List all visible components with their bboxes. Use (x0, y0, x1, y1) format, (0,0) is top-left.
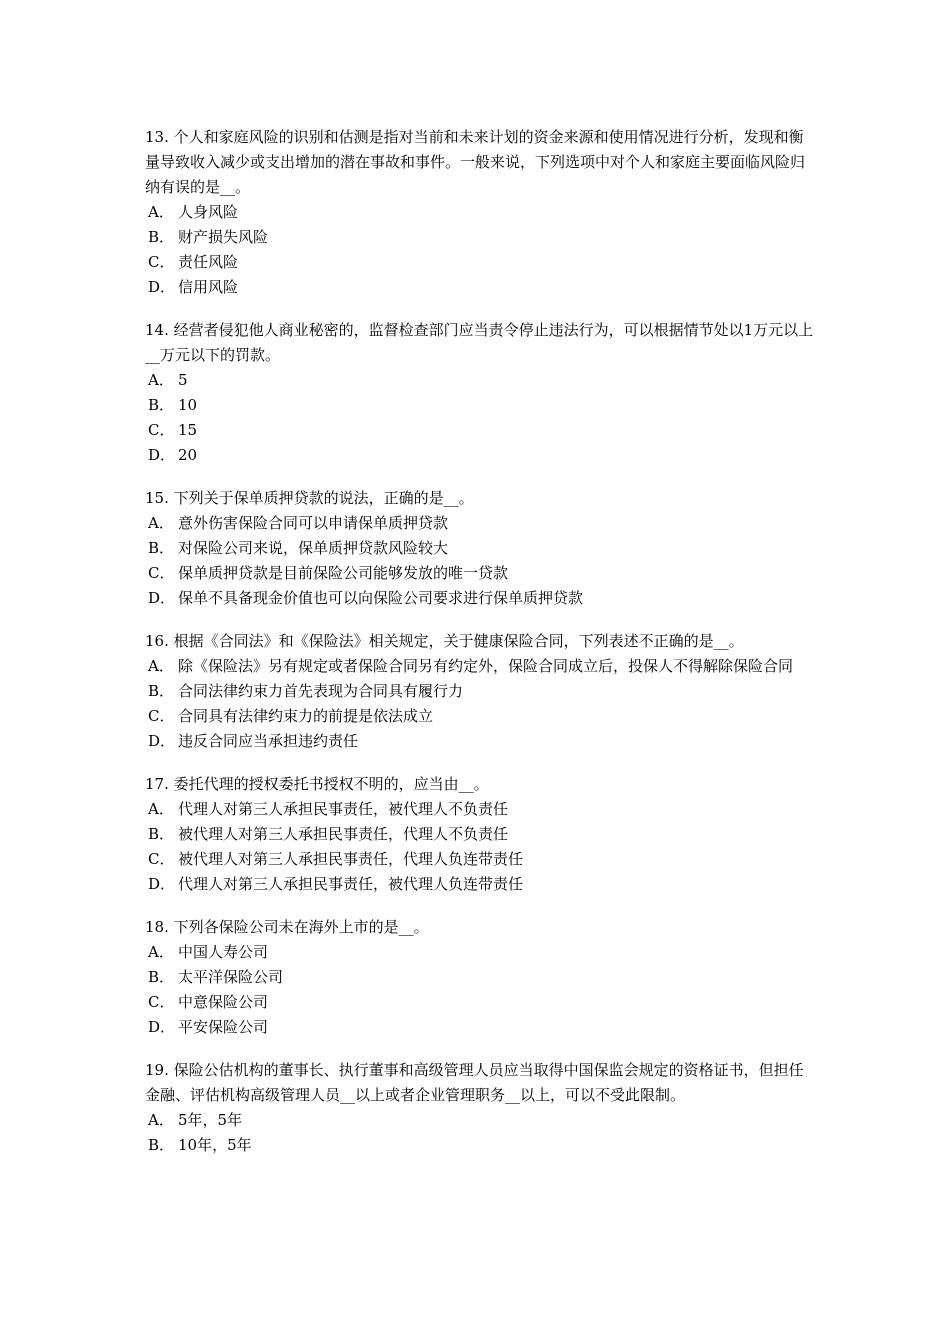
option-a (145, 797, 815, 822)
option-c (145, 418, 815, 443)
option-text: 合同法律约束力首先表现为合同具有履行力 (178, 682, 464, 700)
option-letter: A． (148, 800, 174, 818)
option-text: 违反合同应当承担违约责任 (178, 732, 359, 750)
option-text: 中国人寿公司 (178, 943, 269, 961)
option-letter: D． (148, 732, 176, 750)
option-text: 10 (178, 396, 198, 414)
option-text: 信用风险 (178, 278, 239, 296)
option-text: 责任风险 (178, 253, 239, 271)
question-19 (145, 1058, 815, 1158)
option-a (145, 1108, 815, 1133)
option-c (145, 990, 815, 1015)
option-text: 被代理人对第三人承担民事责任，代理人负连带责任 (178, 850, 524, 868)
option-letter: A． (148, 1111, 174, 1129)
option-d (145, 872, 815, 897)
option-letter: D． (148, 1018, 176, 1036)
option-b (145, 225, 815, 250)
option-text: 人身风险 (178, 203, 239, 221)
option-text: 代理人对第三人承担民事责任，被代理人不负责任 (178, 800, 509, 818)
question-text: 17. 委托代理的授权委托书授权不明的，应当由__。 (145, 775, 489, 793)
question-15 (145, 486, 815, 611)
option-letter: C． (148, 850, 175, 868)
option-a (145, 511, 815, 536)
option-letter: D． (148, 589, 176, 607)
option-c (145, 704, 815, 729)
option-letter: B． (148, 539, 175, 557)
option-letter: D． (148, 446, 176, 464)
option-letter: A． (148, 203, 174, 221)
question-14 (145, 318, 815, 468)
option-text: 被代理人对第三人承担民事责任，代理人不负责任 (178, 825, 509, 843)
question-text: 14. 经营者侵犯他人商业秘密的，监督检查部门应当责令停止违法行为，可以根据情节处以1万元以上__万元以下的罚款。 (145, 321, 814, 364)
option-letter: B． (148, 396, 175, 414)
question-13 (145, 125, 815, 300)
question-text: 13. 个人和家庭风险的识别和估测是指对当前和未来计划的资金来源和使用情况进行分析，发现和衡量导致收入减少或支出增加的潜在事故和事件。一般来说，下列选项中对个人和家庭主要面临风险归纳有误的是__。 (145, 128, 806, 196)
option-c (145, 561, 815, 586)
option-letter: B． (148, 1136, 175, 1154)
option-text: 20 (178, 446, 198, 464)
option-d (145, 586, 815, 611)
option-d (145, 443, 815, 468)
option-text: 15 (178, 421, 198, 439)
option-b (145, 536, 815, 561)
option-letter: C． (148, 421, 175, 439)
option-letter: C． (148, 707, 175, 725)
question-18 (145, 915, 815, 1040)
option-letter: B． (148, 228, 175, 246)
option-b (145, 679, 815, 704)
option-text: 5年，5年 (178, 1111, 243, 1129)
option-text: 对保险公司来说，保单质押贷款风险较大 (178, 539, 449, 557)
question-text: 19. 保险公估机构的董事长、执行董事和高级管理人员应当取得中国保监会规定的资格证书，但担任金融、评估机构高级管理人员__以上或者企业管理职务__以上，可以不受此限制。 (145, 1061, 804, 1104)
option-a (145, 940, 815, 965)
option-a (145, 200, 815, 225)
option-letter: C． (148, 993, 175, 1011)
option-letter: C． (148, 564, 175, 582)
option-d (145, 275, 815, 300)
question-text: 15. 下列关于保单质押贷款的说法，正确的是__。 (145, 489, 474, 507)
option-text: 5 (178, 371, 188, 389)
option-c (145, 250, 815, 275)
option-letter: A． (148, 514, 174, 532)
question-16 (145, 629, 815, 754)
option-letter: A． (148, 371, 174, 389)
option-letter: C． (148, 253, 175, 271)
option-text: 保单不具备现金价值也可以向保险公司要求进行保单质押贷款 (178, 589, 584, 607)
option-a (145, 654, 815, 679)
option-a (145, 368, 815, 393)
option-letter: A． (148, 657, 174, 675)
option-text: 平安保险公司 (178, 1018, 269, 1036)
question-text: 18. 下列各保险公司未在海外上市的是__。 (145, 918, 429, 936)
option-text: 中意保险公司 (178, 993, 269, 1011)
option-letter: D． (148, 875, 176, 893)
option-text: 除《保险法》另有规定或者保险合同另有约定外，保险合同成立后，投保人不得解除保险合同 (178, 657, 794, 675)
option-text: 意外伤害保险合同可以申请保单质押贷款 (178, 514, 449, 532)
option-letter: B． (148, 825, 175, 843)
option-text: 合同具有法律约束力的前提是依法成立 (178, 707, 434, 725)
option-letter: B． (148, 682, 175, 700)
option-b (145, 965, 815, 990)
option-c (145, 847, 815, 872)
document-page (145, 125, 815, 1176)
option-b (145, 393, 815, 418)
option-b (145, 822, 815, 847)
option-text: 财产损失风险 (178, 228, 269, 246)
option-b (145, 1133, 815, 1158)
option-letter: B． (148, 968, 175, 986)
option-letter: A． (148, 943, 174, 961)
option-d (145, 1015, 815, 1040)
option-text: 代理人对第三人承担民事责任，被代理人负连带责任 (178, 875, 524, 893)
question-17 (145, 772, 815, 897)
option-d (145, 729, 815, 754)
option-text: 保单质押贷款是目前保险公司能够发放的唯一贷款 (178, 564, 509, 582)
option-letter: D． (148, 278, 176, 296)
question-text: 16. 根据《合同法》和《保险法》相关规定，关于健康保险合同，下列表述不正确的是__。 (145, 632, 744, 650)
option-text: 10年，5年 (178, 1136, 252, 1154)
option-text: 太平洋保险公司 (178, 968, 284, 986)
